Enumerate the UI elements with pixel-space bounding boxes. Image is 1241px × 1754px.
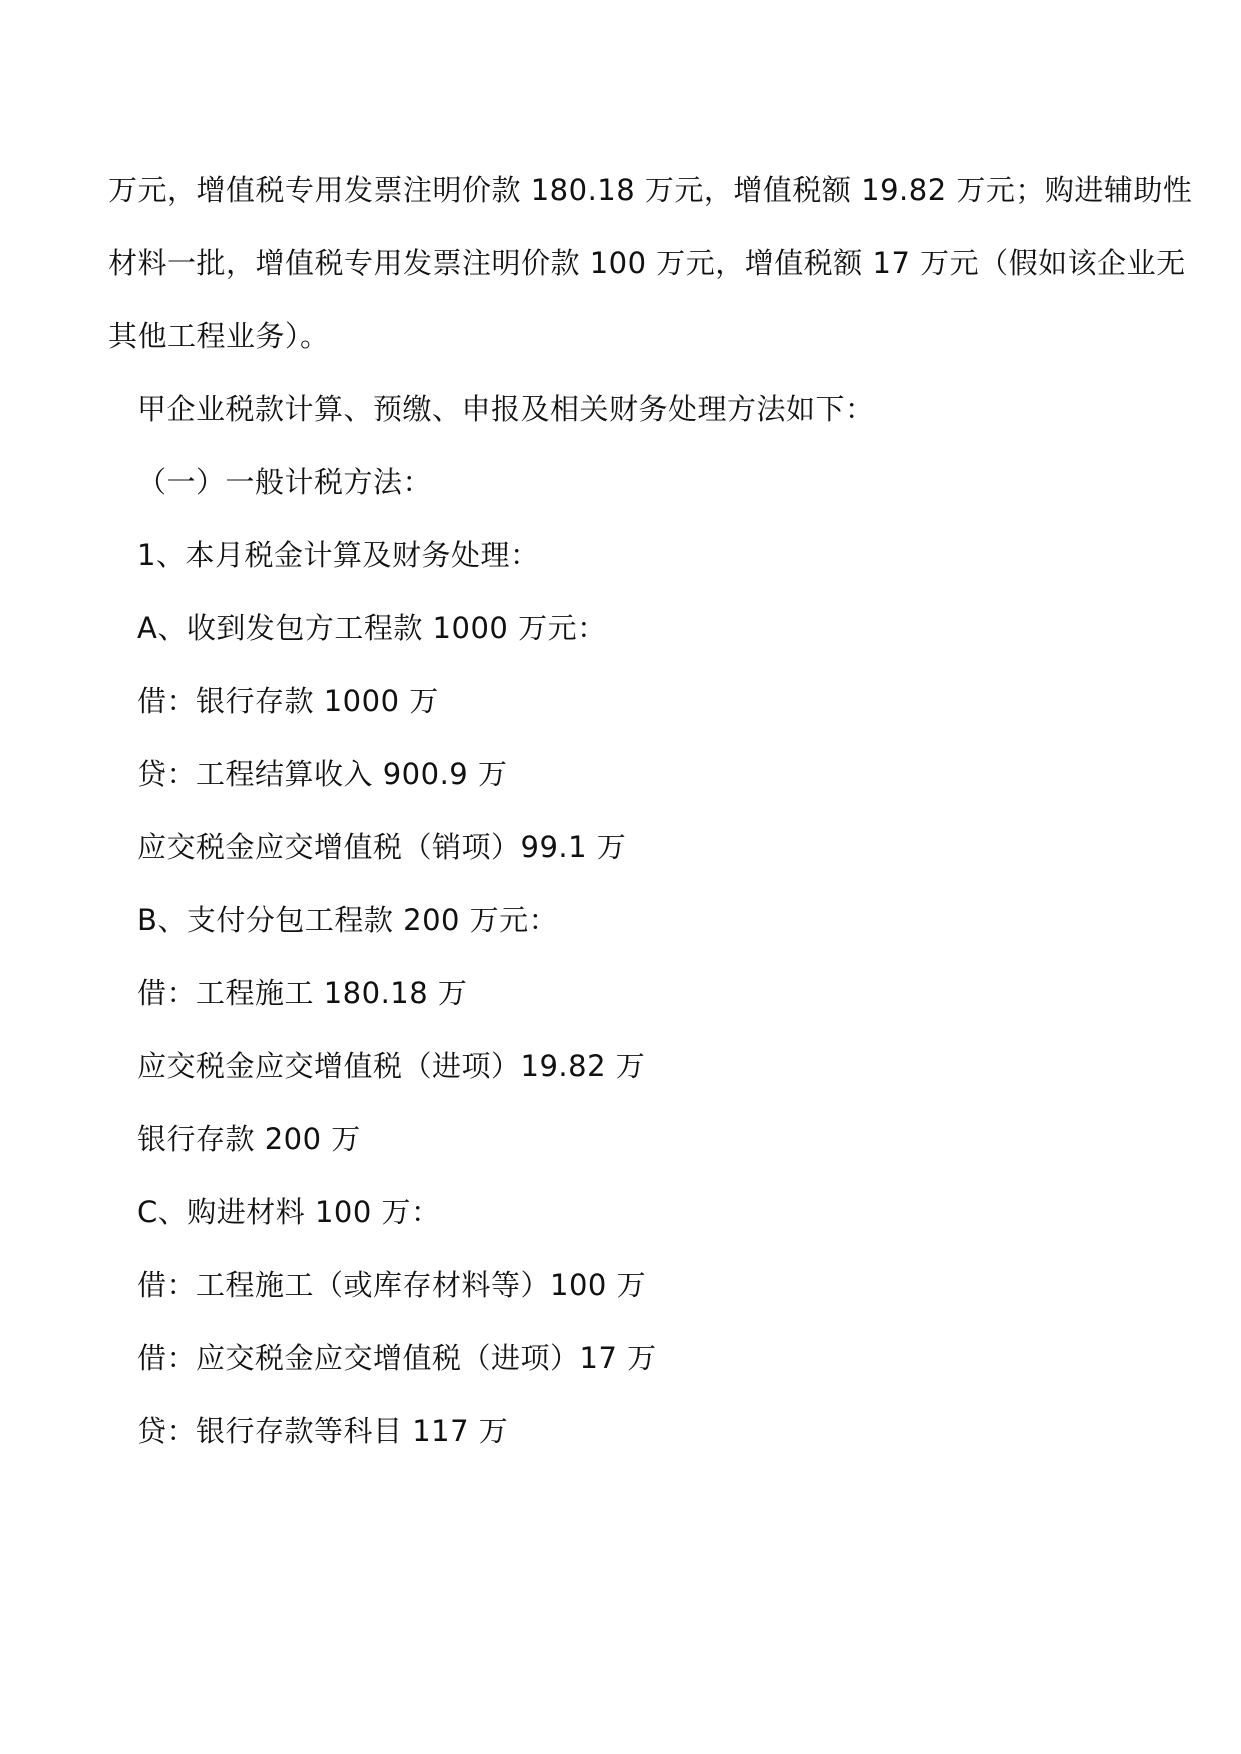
entry-credit-settlement-income: 贷：工程结算收入 900.9 万 xyxy=(137,757,508,791)
item-b-heading: B、支付分包工程款 200 万元： xyxy=(137,903,559,937)
paragraph-line-1: 万元，增值税专用发票注明价款 180.18 万元，增值税额 19.82 万元；购进辅助性 xyxy=(108,173,1193,207)
paragraph-line-2: 材料一批，增值税专用发票注明价款 100 万元，增值税额 17 万元（假如该企业无 xyxy=(108,246,1186,280)
item-a-heading: A、收到发包方工程款 1000 万元： xyxy=(137,611,607,645)
entry-credit-bank-deposit: 贷：银行存款等科目 117 万 xyxy=(137,1414,509,1448)
entry-debit-construction-materials: 借：工程施工（或库存材料等）100 万 xyxy=(137,1268,647,1302)
entry-debit-bank-deposit: 借：银行存款 1000 万 xyxy=(137,684,439,718)
section-intro: 甲企业税款计算、预缴、申报及相关财务处理方法如下： xyxy=(137,392,875,426)
item-c-heading: C、购进材料 100 万： xyxy=(137,1195,441,1229)
paragraph-line-3: 其他工程业务）。 xyxy=(108,319,330,353)
entry-bank-deposit: 银行存款 200 万 xyxy=(137,1122,361,1156)
entry-debit-construction: 借：工程施工 180.18 万 xyxy=(137,976,468,1010)
entry-output-vat: 应交税金应交增值税（销项）99.1 万 xyxy=(137,830,627,864)
section-heading-general-method: （一）一般计税方法： xyxy=(137,465,433,499)
entry-debit-input-vat: 借：应交税金应交增值税（进项）17 万 xyxy=(137,1341,657,1375)
entry-input-vat: 应交税金应交增值税（进项）19.82 万 xyxy=(137,1049,646,1083)
subsection-heading-monthly-tax: 1、本月税金计算及财务处理： xyxy=(137,538,540,572)
